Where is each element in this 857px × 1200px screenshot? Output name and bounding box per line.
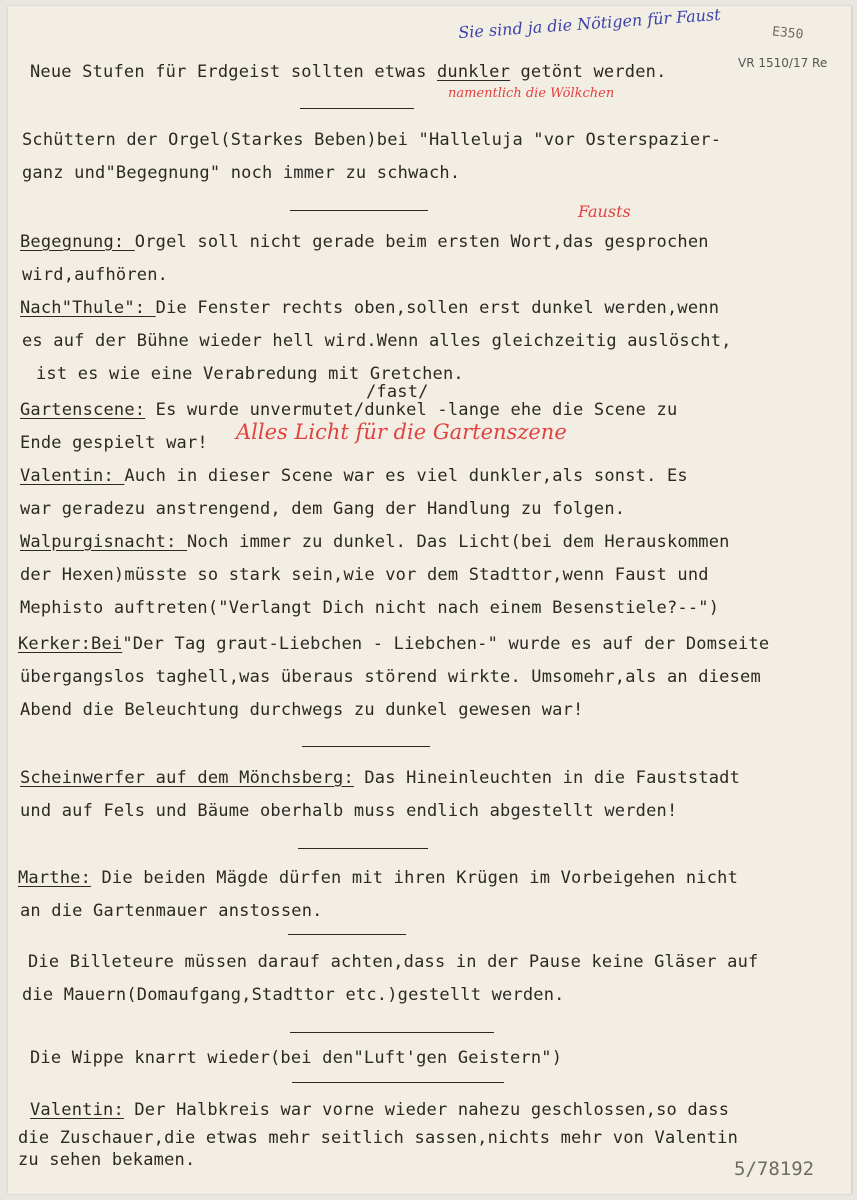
line-billeteure: Die Billeteure müssen darauf achten,dass in der Pause keine Gläser auf <box>28 952 759 972</box>
text: Auch in dieser Scene war es viel dunkler,als sonst. Es <box>124 466 688 486</box>
divider <box>292 1082 504 1083</box>
line-text: die Zuschauer,die etwas mehr seitlich sassen,nichts mehr von Valentin <box>18 1128 739 1148</box>
line-thule <box>20 298 719 318</box>
text: Der Halbkreis war vorne wieder nahezu geschlossen,so dass <box>123 1100 730 1120</box>
text: Die Fenster rechts oben,sollen erst dunkel werden,wenn <box>155 298 720 318</box>
section-heading: Marthe: <box>18 868 92 888</box>
section-heading: Nach"Thule": <box>20 298 156 318</box>
divider <box>300 108 414 109</box>
line-valentin <box>20 466 688 486</box>
section-heading: Kerker:Bei <box>18 634 123 654</box>
line-gartenscene <box>20 400 677 420</box>
text: Orgel soll nicht gerade beim ersten Wort,das gesprochen <box>134 232 709 252</box>
line-orgel: Schüttern der Orgel(Starkes Beben)bei "Halleluja "vor Osterspazier- <box>22 130 722 150</box>
section-heading: Scheinwerfer auf dem Mönchsberg: <box>20 768 354 788</box>
divider <box>298 848 428 849</box>
line-begegnung <box>20 232 709 252</box>
line-text: war geradezu anstrengend, dem Gang der Handlung zu folgen. <box>20 499 626 519</box>
line-walpurgisnacht <box>20 532 730 552</box>
archive-id: E350 <box>771 24 805 43</box>
divider <box>288 934 406 935</box>
handwritten-note-top: Sie sind ja die Nötigen für Faust <box>457 4 722 43</box>
underlined-word: dunkler <box>436 62 511 82</box>
line-text: übergangslos taghell,was überaus störend wirkte. Umsomehr,als an diesem <box>20 667 761 687</box>
line-text: und auf Fels und Bäume oberhalb muss endlich abgestellt werden! <box>20 801 678 821</box>
section-heading: Walpurgisnacht: <box>20 532 187 552</box>
line-text: Mephisto auftreten("Verlangt Dich nicht nach einem Besenstiele?--") <box>20 598 720 618</box>
line-text: zu sehen bekamen. <box>18 1150 196 1170</box>
divider <box>290 1032 494 1033</box>
insert-fast: /fast/ <box>366 382 429 402</box>
text: Neue Stufen für Erdgeist sollten etwas <box>30 62 437 82</box>
line-text: die Mauern(Domaufgang,Stadttor etc.)gestellt werden. <box>22 985 565 1005</box>
line-erdgeist <box>30 62 667 82</box>
line-wippe: Die Wippe knarrt wieder(bei den"Luft'gen Geistern") <box>30 1048 563 1068</box>
handwritten-note-faust: Fausts <box>578 202 631 221</box>
line-text: der Hexen)müsste so stark sein,wie vor dem Stadttor,wenn Faust und <box>20 565 709 585</box>
text: Noch immer zu dunkel. Das Licht(bei dem Herauskommen <box>186 532 730 552</box>
section-heading: Gartenscene: <box>20 400 146 420</box>
line-text: ist es wie eine Verabredung mit Gretchen. <box>36 364 464 384</box>
text: Die beiden Mägde dürfen mit ihren Krügen im Vorbeigehen nicht <box>91 868 739 888</box>
bottom-stamp-number: 5/78192 <box>734 1158 815 1180</box>
line-scheinwerfer <box>20 768 740 788</box>
reference-code: VR 1510/17 Re <box>738 56 828 70</box>
text: getönt werden. <box>510 62 667 82</box>
divider <box>302 746 430 747</box>
line-valentin-2 <box>30 1100 729 1120</box>
section-heading: Valentin: <box>30 1100 124 1120</box>
handwritten-note-garden: Alles Licht für die Gartenszene <box>236 420 567 444</box>
section-heading: Valentin: <box>20 466 125 486</box>
text: Es wurde unvermutet/dunkel -lange ehe die Scene zu <box>145 400 678 420</box>
line-text: es auf der Bühne wieder hell wird.Wenn alles gleichzeitig auslöscht, <box>22 331 732 351</box>
text: "Der Tag graut-Liebchen - Liebchen-" wurde es auf der Domseite <box>122 634 770 654</box>
line-text: an die Gartenmauer anstossen. <box>20 901 323 921</box>
divider <box>290 210 428 211</box>
line-text: Abend die Beleuchtung durchwegs zu dunkel gewesen war! <box>20 700 584 720</box>
line-text: Ende gespielt war! <box>20 433 208 453</box>
handwritten-note-dunkler: namentlich die Wölkchen <box>448 86 615 101</box>
line-kerker <box>18 634 769 654</box>
line-text: wird,aufhören. <box>22 265 169 285</box>
section-heading: Begegnung: <box>20 232 135 252</box>
line-marthe <box>18 868 738 888</box>
line-orgel-2: ganz und"Begegnung" noch immer zu schwach. <box>22 163 461 183</box>
text: Das Hineinleuchten in die Fauststadt <box>353 768 741 788</box>
